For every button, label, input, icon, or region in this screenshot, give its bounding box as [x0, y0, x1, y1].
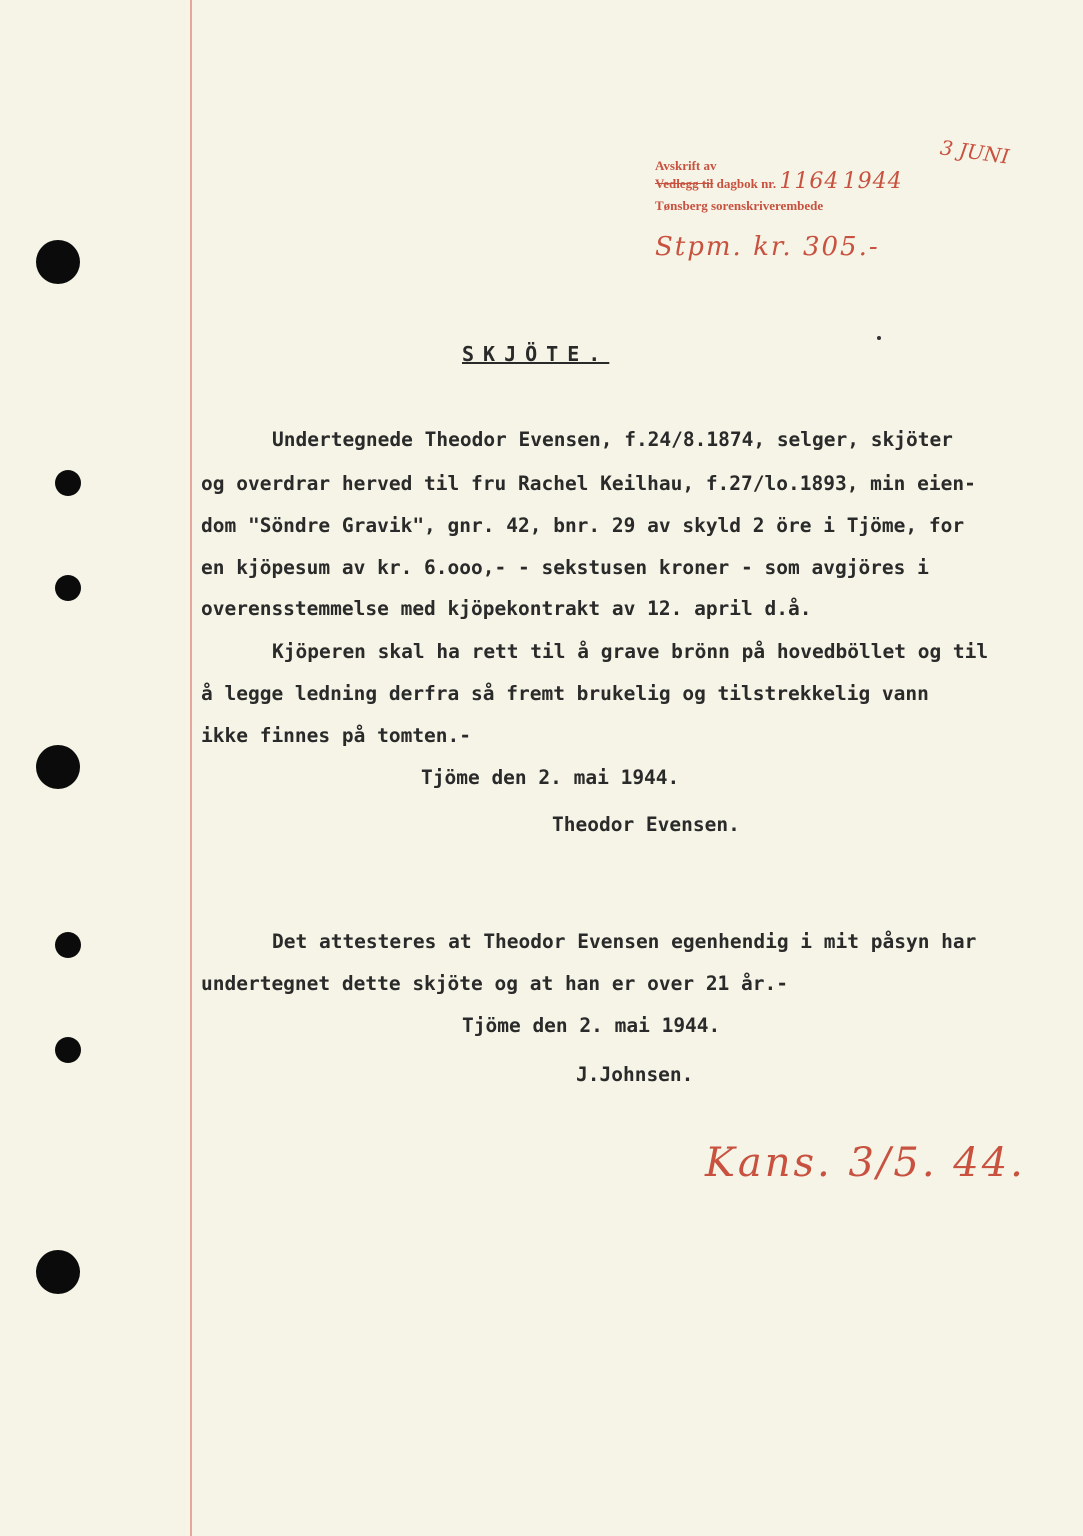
signature-name: Theodor Evensen. — [552, 813, 740, 836]
text-line: undertegnet dette skjöte og at han er over 21 år.- — [201, 972, 788, 995]
text-line: ikke finnes på tomten.- — [201, 724, 472, 747]
handwritten-note: Kans. 3/5. 44. — [705, 1140, 1026, 1186]
punch-hole-icon — [55, 932, 81, 958]
margin-line — [190, 0, 192, 1536]
text-line: en kjöpesum av kr. 6.ooo,- - sekstusen kroner - som avgjöres i — [201, 556, 929, 579]
ink-dot — [877, 336, 881, 340]
stamp-year: 1944 — [842, 169, 903, 194]
registry-stamp — [655, 158, 903, 214]
text-line: og overdrar herved til fru Rachel Keilhau, f.27/lo.1893, min eien- — [201, 472, 976, 495]
text-line: overensstemmelse med kjöpekontrakt av 12. april d.å. — [201, 597, 812, 620]
document-title: SKJÖTE. — [462, 342, 610, 366]
stamp-office: Tønsberg sorenskriverembede — [655, 198, 824, 213]
stamp-fee-note: Stpm. kr. 305.- — [655, 232, 880, 262]
text-line: Tjöme den 2. mai 1944. — [462, 1014, 721, 1037]
punch-hole-icon — [55, 1037, 81, 1063]
stamp-date: 3 JUNI — [938, 135, 1011, 169]
punch-hole-icon — [36, 1250, 80, 1294]
punch-hole-icon — [36, 745, 80, 789]
text-line: Undertegnede Theodor Evensen, f.24/8.1874, selger, skjöter — [272, 428, 953, 451]
text-line: Kjöperen skal ha rett til å grave brönn på hovedböllet og til — [272, 640, 989, 663]
punch-hole-icon — [36, 240, 80, 284]
text-line: å legge ledning derfra så fremt brukelig og tilstrekkelig vann — [201, 682, 929, 705]
text-line: Tjöme den 2. mai 1944. — [421, 766, 680, 789]
punch-hole-icon — [55, 470, 81, 496]
stamp-dagbok-label: dagbok nr. — [716, 176, 777, 191]
stamp-line2: Vedlegg til — [655, 176, 714, 191]
text-line: dom "Söndre Gravik", gnr. 42, bnr. 29 av skyld 2 öre i Tjöme, for — [201, 514, 965, 537]
punch-hole-icon — [55, 575, 81, 601]
witness-name: J.Johnsen. — [576, 1063, 694, 1086]
stamp-dagbok-number: 1164 — [779, 169, 840, 194]
stamp-line1: Avskrift av — [655, 158, 717, 173]
text-line: Det attesteres at Theodor Evensen egenhendig i mit påsyn har — [272, 930, 977, 953]
